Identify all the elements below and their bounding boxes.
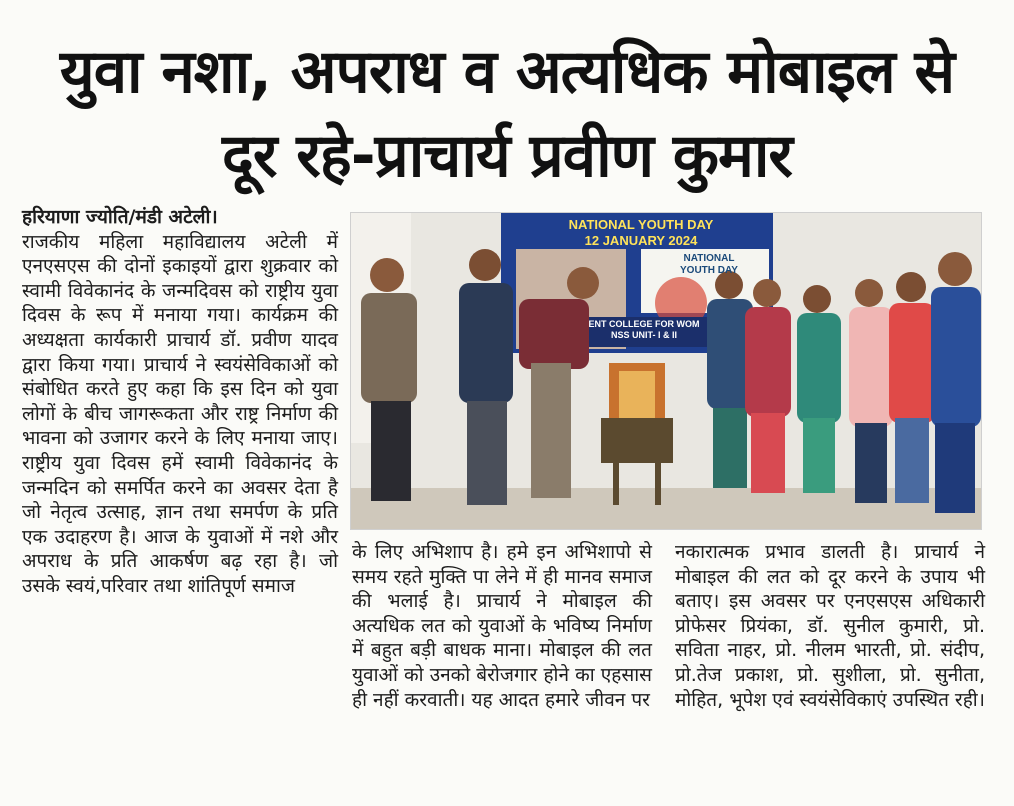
dateline: हरियाणा ज्योति/मंडी अटेली। — [22, 206, 218, 228]
screen-title: NATIONAL YOUTH DAY 12 JANUARY 2024 — [568, 217, 714, 248]
screen-caption: ENT COLLEGE FOR WOM NSS UNIT- I & II — [588, 319, 700, 340]
event-photo — [350, 212, 982, 530]
article-column-1 — [22, 205, 338, 599]
article-column-3 — [675, 540, 985, 712]
headline-line-1: युवा नशा, अपराध व अत्यधिक मोबाइल से — [59, 37, 955, 107]
headline — [0, 30, 1014, 198]
column-3-text: नकारात्मक प्रभाव डालती है। प्राचार्य ने मोबाइल की लत को दूर करने के उपाय भी बताए। इस अवसर पर एनएसएस अधिकारी प्रोफेसर प्रियंका, डॉ. सुनील कुमारी, प्रो. सविता नाहर, प्रो. नीलम भारती, प्रो. संदीप, प्रो.तेज प्रकाश, प्रो. सुशीला, प्रो. सुनीता, मोहित, भूपेश एवं स्वयंसेविकाएं उपस्थित रही। — [675, 541, 985, 711]
column-1-text: राजकीय महिला महाविद्यालय अटेली में एनएसएस की दोनों इकाइयों द्वारा शुक्रवार को स्वामी विवेकानंद के जन्मदिवस को राष्ट्रीय युवा दिवस के रूप में मनाया गया। कार्यक्रम की अध्यक्षता कार्यकारी प्राचार्य डॉ. प्रवीण यादव द्वारा किया गया। प्राचार्य ने स्वयंसेविकाओं को संबोधित करते हुए कहा कि इस दिन को युवा लोगों के बीच जागरूकता और राष्ट्र निर्माण की भावना को उजागर करने के लिए मनाया जाए। राष्ट्रीय युवा दिवस हमें स्वामी विवेकानंद के जन्मदिन को समर्पित करने का अवसर देता है जो नेतृत्व उत्साह, ज्ञान तथा समर्पण के प्रति एक उदाहरण है। आज के युवाओं में नशे और अपराध के प्रति आकर्षण बढ़ रहा है। जो उसके स्वयं,परिवार तथा शांतिपूर्ण समाज — [22, 230, 338, 597]
article-column-2 — [352, 540, 652, 712]
column-2-text: के लिए अभिशाप है। हमे इन अभिशापो से समय रहते मुक्ति पा लेने में ही मानव समाज की भलाई है। प्राचार्य ने मोबाइल की अत्यधिक लत को युवाओं के भविष्य निर्माण में बहुत बड़ी बाधक माना। मोबाइल की लत युवाओं को उनको बेरोजगार होने का एहसास ही नहीं करवाती। यह आदत हमारे जीवन पर — [352, 541, 652, 711]
screen-badge: NATIONAL YOUTH DAY — [680, 253, 738, 276]
headline-line-2: दूर रहे-प्राचार्य प्रवीण कुमार — [222, 121, 792, 191]
